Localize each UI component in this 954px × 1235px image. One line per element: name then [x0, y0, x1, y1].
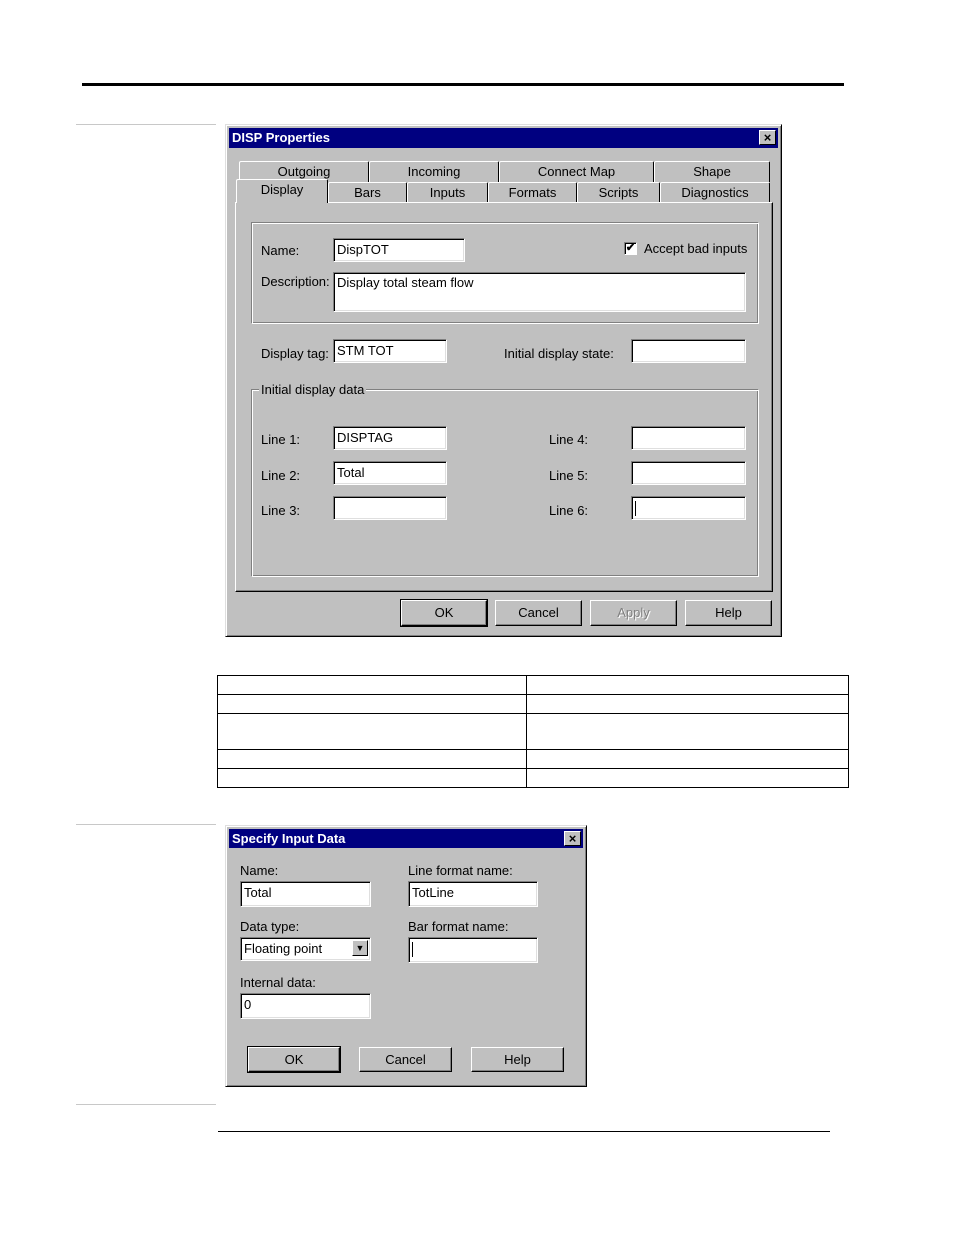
line-2-label: Line 2:: [261, 468, 301, 483]
table-cell: [527, 750, 849, 769]
table-cell: [527, 676, 849, 695]
margin-rule: [76, 824, 216, 825]
table-cell: [527, 695, 849, 714]
table-cell: [218, 750, 527, 769]
ok-button[interactable]: OK: [401, 600, 487, 626]
description-field[interactable]: Display total steam flow: [333, 272, 746, 312]
table-cell: [218, 695, 527, 714]
group-label: Initial display data: [261, 382, 365, 397]
table-row: [218, 714, 849, 750]
cancel-button[interactable]: Cancel: [495, 600, 582, 626]
name-field[interactable]: Total: [240, 881, 371, 907]
header-rule: [82, 83, 844, 86]
line-4-field[interactable]: [631, 426, 746, 450]
chevron-down-icon[interactable]: ▼: [352, 940, 368, 956]
tab-display[interactable]: Display: [236, 179, 328, 203]
help-button[interactable]: Help: [685, 600, 772, 626]
display-tag-field[interactable]: STM TOT: [333, 339, 447, 363]
tab-outgoing[interactable]: Outgoing: [239, 161, 369, 182]
table-row: [218, 695, 849, 714]
data-type-label: Data type:: [240, 919, 300, 934]
tab-scripts[interactable]: Scripts: [577, 182, 660, 203]
bar-format-name-field[interactable]: [408, 937, 538, 963]
line-2-field[interactable]: Total: [333, 461, 447, 485]
tab-connect-map[interactable]: Connect Map: [499, 161, 654, 182]
tab-shape[interactable]: Shape: [654, 161, 770, 182]
internal-data-label: Internal data:: [240, 975, 316, 990]
name-field[interactable]: DispTOT: [333, 238, 465, 262]
line-format-name-field[interactable]: TotLine: [408, 881, 538, 907]
tab-inputs[interactable]: Inputs: [407, 182, 488, 203]
line-1-label: Line 1:: [261, 432, 301, 447]
name-label: Name:: [261, 243, 300, 258]
tab-formats[interactable]: Formats: [488, 182, 577, 203]
accept-bad-inputs-label[interactable]: Accept bad inputs: [644, 241, 748, 256]
line-6-field[interactable]: [631, 496, 746, 520]
line-5-field[interactable]: [631, 461, 746, 485]
line-format-name-label: Line format name:: [408, 863, 513, 878]
line-6-label: Line 6:: [549, 503, 589, 518]
apply-button[interactable]: Apply: [590, 600, 677, 626]
blank-table: [217, 675, 849, 788]
table-cell: [527, 714, 849, 750]
title-bar[interactable]: [229, 128, 778, 148]
display-tag-label: Display tag:: [261, 346, 329, 361]
initial-display-state-label: Initial display state:: [504, 346, 614, 361]
tab-incoming[interactable]: Incoming: [369, 161, 499, 182]
tab-bars[interactable]: Bars: [328, 182, 407, 203]
line-3-field[interactable]: [333, 496, 447, 520]
text-caret: [412, 942, 413, 957]
table-row: [218, 676, 849, 695]
description-label: Description:: [261, 274, 330, 289]
table-row: [218, 769, 849, 788]
display-tab-panel: [235, 202, 773, 592]
close-icon[interactable]: ×: [564, 831, 581, 846]
table-cell: [218, 676, 527, 695]
line-5-label: Line 5:: [549, 468, 589, 483]
name-label: Name:: [240, 863, 279, 878]
internal-data-field[interactable]: 0: [240, 993, 371, 1019]
specify-input-data-dialog: [225, 825, 587, 1087]
data-type-select[interactable]: Floating point ▼: [240, 937, 371, 961]
help-button[interactable]: Help: [471, 1047, 564, 1072]
table-cell: [527, 769, 849, 788]
margin-rule: [76, 1104, 216, 1105]
line-4-label: Line 4:: [549, 432, 589, 447]
disp-properties-dialog: [225, 124, 782, 637]
close-icon[interactable]: ×: [759, 130, 776, 145]
ok-button[interactable]: OK: [248, 1047, 340, 1072]
bar-format-name-label: Bar format name:: [408, 919, 509, 934]
text-caret: [635, 501, 636, 516]
initial-display-state-field[interactable]: [631, 339, 746, 363]
dialog-title: Specify Input Data: [232, 831, 346, 846]
footer-rule: [218, 1131, 830, 1132]
table-cell: [218, 769, 527, 788]
cancel-button[interactable]: Cancel: [359, 1047, 452, 1072]
check-icon[interactable]: ✔: [625, 242, 636, 254]
dialog-title: DISP Properties: [232, 130, 331, 145]
title-bar[interactable]: [229, 829, 583, 848]
line-3-label: Line 3:: [261, 503, 301, 518]
margin-rule: [76, 124, 216, 125]
table-cell: [218, 714, 527, 750]
tab-diagnostics[interactable]: Diagnostics: [660, 182, 770, 203]
table-row: [218, 750, 849, 769]
line-1-field[interactable]: DISPTAG: [333, 426, 447, 450]
